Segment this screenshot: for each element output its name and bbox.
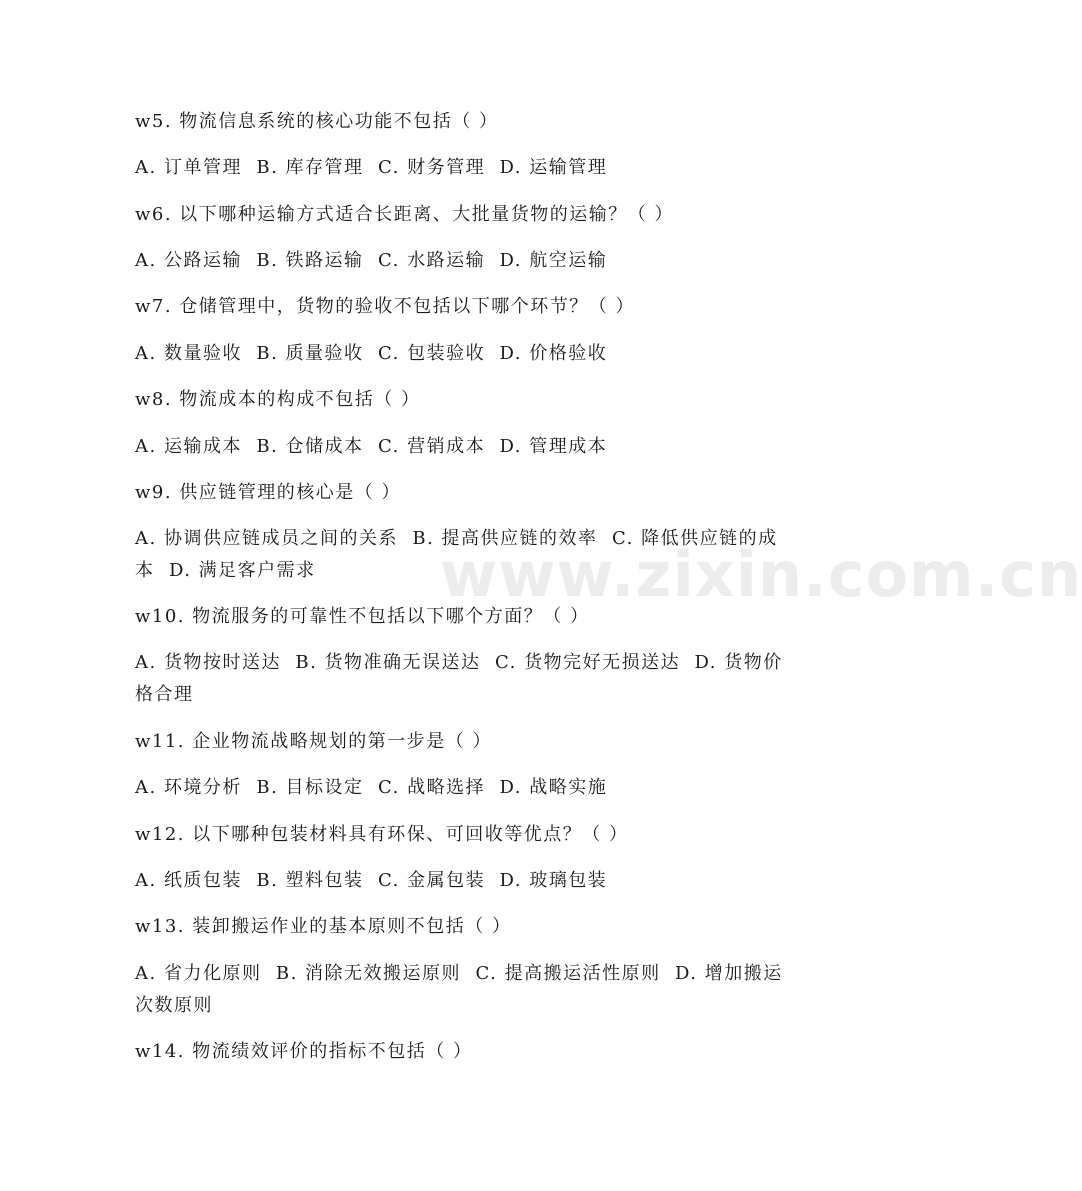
watermark: www.zixin.com.cn [440, 538, 1082, 611]
options-w13: A. 省力化原则 B. 消除无效搬运原则 C. 提高搬运活性原则 D. 增加搬运次数原则 [135, 963, 783, 1016]
options-w12: A. 纸质包装 B. 塑料包装 C. 金属包装 D. 玻璃包装 [135, 870, 608, 891]
options-w10: A. 货物按时送达 B. 货物准确无误送达 C. 货物完好无损送达 D. 货物价格合理 [135, 652, 783, 705]
question-w11: w11. 企业物流战略规划的第一步是（ ） [135, 731, 492, 752]
question-w14: w14. 物流绩效评价的指标不包括（ ） [135, 1041, 473, 1062]
options-w9: A. 协调供应链成员之间的关系 B. 提高供应链的效率 C. 降低供应链的成本 D. 满足客户需求 [135, 528, 778, 581]
question-w13: w13. 装卸搬运作业的基本原则不包括（ ） [135, 916, 512, 937]
question-w10: w10. 物流服务的可靠性不包括以下哪个方面？（ ） [135, 606, 590, 627]
question-w12: w12. 以下哪种包装材料具有环保、可回收等优点？（ ） [135, 824, 629, 845]
options-w5: A. 订单管理 B. 库存管理 C. 财务管理 D. 运输管理 [135, 157, 608, 178]
question-w8: w8. 物流成本的构成不包括（ ） [135, 389, 421, 410]
question-w9: w9. 供应链管理的核心是（ ） [135, 482, 402, 503]
options-w11: A. 环境分析 B. 目标设定 C. 战略选择 D. 战略实施 [135, 777, 608, 798]
question-w6: w6. 以下哪种运输方式适合长距离、大批量货物的运输？（ ） [135, 204, 675, 225]
question-w7: w7. 仓储管理中，货物的验收不包括以下哪个环节？（ ） [135, 296, 636, 317]
options-w7: A. 数量验收 B. 质量验收 C. 包装验收 D. 价格验收 [135, 343, 608, 364]
options-w6: A. 公路运输 B. 铁路运输 C. 水路运输 D. 航空运输 [135, 250, 608, 271]
question-w5: w5. 物流信息系统的核心功能不包括（ ） [135, 111, 499, 132]
options-w8: A. 运输成本 B. 仓储成本 C. 营销成本 D. 管理成本 [135, 436, 608, 457]
